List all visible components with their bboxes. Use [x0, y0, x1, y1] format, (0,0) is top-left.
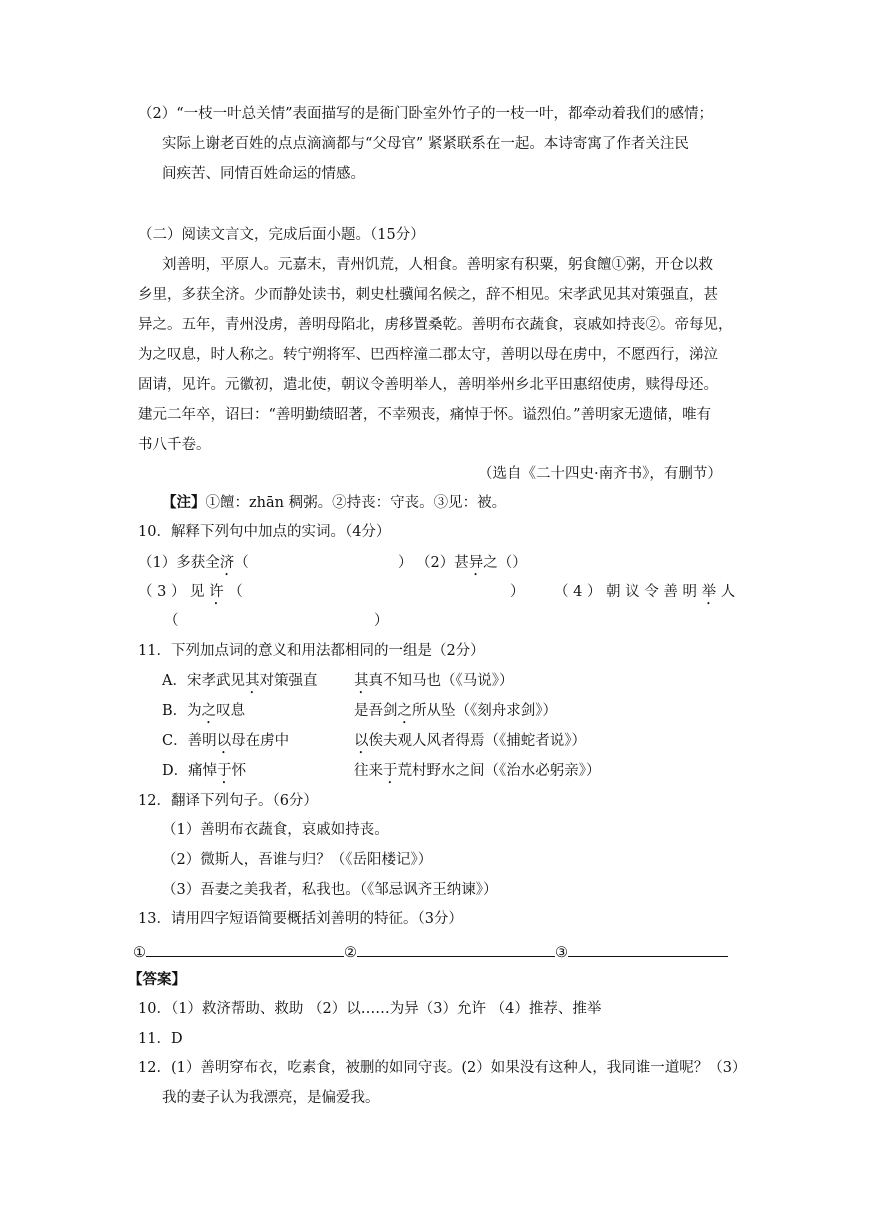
q10-item-2-dotted-word: 异	[468, 555, 484, 571]
q11-option-c	[162, 731, 289, 757]
option-letter: A．	[162, 673, 187, 689]
option-right-text-post: 真不知马也（《马说》）	[368, 673, 514, 689]
option-left-text: 为	[187, 703, 202, 719]
answer-10: 10．（1）救济帮助、救助 （2）以……为异（3）允许 （4）推荐、推举	[138, 1001, 602, 1017]
option-right-dotted-word: 于	[383, 763, 398, 779]
q12-item: （2）微斯人，吾谁与归？（《岳阳楼记》）	[162, 852, 433, 868]
passage-line: 为之叹息，时人称之。转宁朔将军、巴西梓潼二郡太守，善明以母在虏中，不愿西行，涕泣	[138, 347, 718, 363]
q10-item-4-close-paren: ）	[374, 613, 389, 629]
option-left-dotted-word: 于	[217, 763, 232, 779]
answer-label: 【答案】	[128, 971, 186, 988]
passage-note	[162, 493, 506, 513]
option-left-text: 宋孝武见	[186, 673, 245, 689]
q11-option-c-right	[354, 731, 586, 757]
q10-item-3-dotted-word: 许	[209, 584, 224, 600]
q10-item-1-close-paren: ）	[398, 555, 413, 571]
q13-answer-blanks	[133, 940, 728, 963]
q10-item-2-text-post: 之（）	[483, 555, 527, 571]
q10-item-4-open-paren: （	[164, 613, 179, 629]
option-right-text-post: 所从坠（《刻舟求剑》）	[412, 703, 557, 719]
option-right-text: 往来	[354, 763, 383, 779]
option-right-dotted-word: 以	[354, 733, 369, 749]
option-left-text-post: 怀	[231, 763, 247, 779]
q13-stem: 13．请用四字短语简要概括刘善明的特征。（3分）	[138, 911, 463, 927]
blank-marker-1: ①	[133, 945, 146, 961]
q10-item-3-open-paren: （	[228, 584, 243, 600]
option-left-text: 善明	[187, 733, 217, 749]
q11-option-a	[162, 671, 317, 697]
q11-option-b	[162, 701, 245, 727]
q10-item-2	[416, 553, 527, 579]
q10-item-3	[138, 582, 243, 608]
q10-item-2-text: （2）甚	[416, 555, 469, 571]
q12-stem: 12．翻译下列句子。（6分）	[138, 793, 318, 809]
q10-item-4-text: （ 4 ） 朝 议 令 善 明	[554, 584, 697, 600]
passage-source: （选自《二十四史·南齐书》，有删节）	[478, 466, 722, 482]
option-left-text: 痛悼	[188, 763, 218, 779]
note-text: ①饘：zhān 稠粥。②持丧：守丧。③见：被。	[205, 495, 507, 511]
q11-option-b-right	[354, 701, 557, 727]
passage-line: 建元二年卒，诏曰：“善明勤绩昭著，不幸殒丧，痛悼于怀。谥烈伯。”善明家无遗储，唯有	[138, 407, 712, 423]
q10-item-1-dotted-word: 济	[219, 555, 235, 571]
q11-option-d	[162, 761, 246, 787]
q9-answer-line-2: 实际上谢老百姓的点点滴滴都与“父母官” 紧紧联系在一起。本诗寄寓了作者关注民	[162, 136, 689, 152]
passage-line: 固请，见许。元徽初，遣北使，朝议令善明举人，善明举州乡北平田惠绍使虏，赎得母还。	[138, 377, 718, 393]
answer-blank-3[interactable]	[568, 940, 728, 957]
passage-line: 乡里，多获全济。少而静处读书，刺史杜骥闻名候之，辞不相见。宋孝武见其对策强直，甚	[138, 287, 718, 303]
q11-option-a-right	[354, 671, 514, 697]
passage-line: 刘善明，平原人。元嘉末，青州饥荒，人相食。善明家有积粟，躬食饘①粥，开仓以救	[162, 257, 713, 273]
q12-item: （1）善明布衣蔬食，哀戚如持丧。	[162, 822, 389, 838]
option-letter: C．	[162, 733, 188, 749]
q10-stem: 10．解释下列句中加点的实词。（4分）	[138, 524, 391, 540]
option-right-text: 是吾剑	[354, 703, 398, 719]
answer-blank-1[interactable]	[146, 940, 344, 957]
q10-item-1-open-paren: （	[234, 555, 249, 571]
blank-marker-3: ③	[555, 945, 568, 961]
q10-item-4-text-post: 人	[720, 584, 736, 600]
option-left-dotted-word: 之	[201, 703, 217, 719]
q9-answer-line-1: （2）“一枝一叶总关情”表面描写的是衙门卧室外竹子的一枝一叶，都牵动着我们的感情；	[138, 106, 714, 122]
option-left-dotted-word: 其	[244, 673, 260, 689]
option-right-text-post: 荒村野水之间（《治水必躬亲》）	[397, 763, 601, 779]
option-left-text-post: 对策强直	[259, 673, 318, 689]
q10-item-1	[138, 553, 249, 579]
passage-line: 书八千卷。	[138, 437, 211, 453]
answer-blank-2[interactable]	[357, 940, 555, 957]
section-heading: （二）阅读文言文，完成后面小题。（15分）	[138, 227, 425, 243]
option-letter: D．	[162, 763, 189, 779]
q10-item-3-text: （ 3 ） 见	[138, 584, 205, 600]
answer-12-line-1: 12．(1）善明穿布衣，吃素食，被删的如同守丧。(2）如果没有这种人，我同谁一道呢？（3）	[138, 1060, 747, 1076]
note-label: 【注】	[162, 494, 206, 511]
blank-marker-2: ②	[344, 945, 357, 961]
q10-item-4	[554, 582, 735, 608]
option-left-dotted-word: 以	[216, 733, 232, 749]
q10-item-4-dotted-word: 举	[701, 584, 717, 600]
option-right-text-post: 俟夫观人风者得焉（《捕蛇者说》）	[368, 733, 586, 749]
option-left-text-post: 叹息	[216, 703, 246, 719]
q9-answer-line-3: 间疾苦、同情百姓命运的情感。	[162, 166, 365, 182]
option-right-dotted-word: 其	[354, 673, 369, 689]
q11-option-d-right	[354, 761, 601, 787]
q11-stem: 11．下列加点词的意义和用法都相同的一组是（2分）	[138, 643, 485, 659]
q10-item-1-text: （1）多获全	[138, 555, 220, 571]
option-left-text-post: 母在虏中	[231, 733, 290, 749]
option-letter: B．	[162, 703, 188, 719]
answer-11: 11．D	[138, 1031, 183, 1047]
q10-item-3-close-paren: ）	[510, 584, 525, 600]
passage-line: 异之。五年，青州没虏，善明母陷北，虏移置桑乾。善明布衣蔬食，哀戚如持丧②。帝每见，	[138, 317, 733, 333]
option-right-dotted-word: 之	[397, 703, 412, 719]
answer-12-line-2: 我的妻子认为我漂亮，是偏爱我。	[162, 1090, 380, 1106]
q12-item: （3）吾妻之美我者，私我也。（《邹忌讽齐王纳谏》）	[162, 882, 498, 898]
